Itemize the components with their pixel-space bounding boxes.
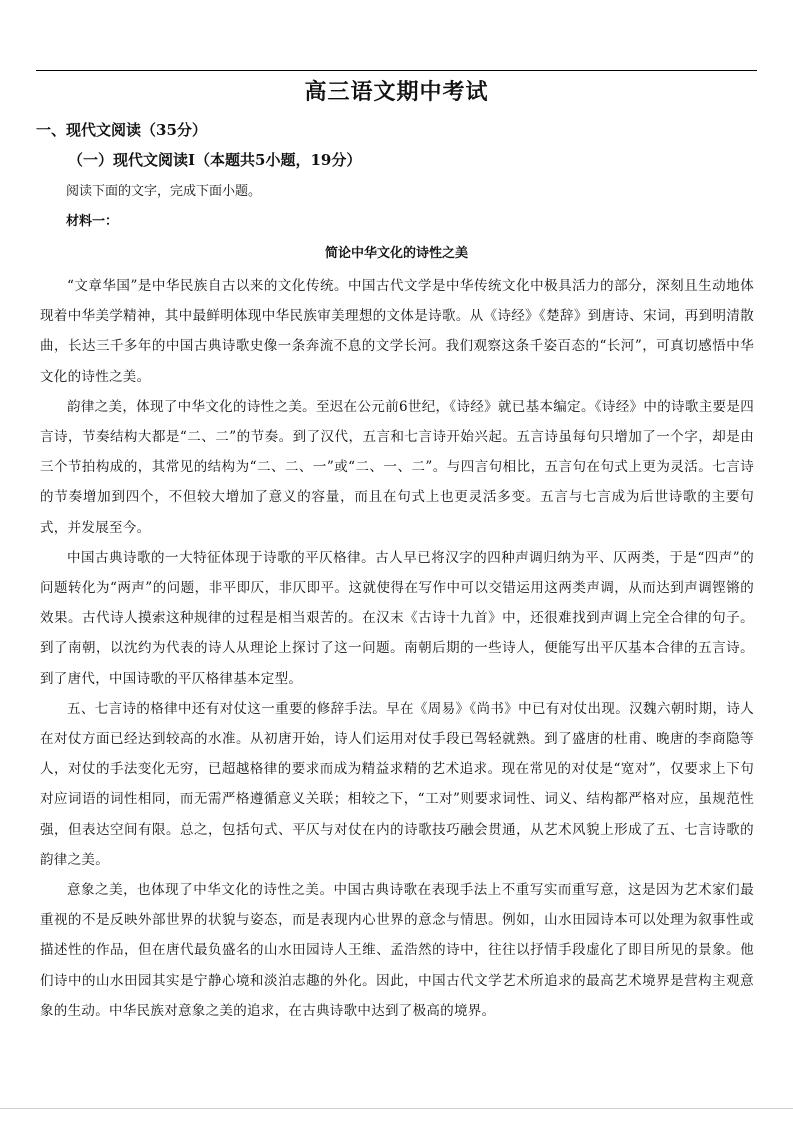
essay-title: 简论中华文化的诗性之美 (324, 246, 468, 261)
page-title: 高三语文期中考试 (304, 80, 489, 105)
paragraph-5: 意象之美，也体现了中华文化的诗性之美。中国古典诗歌在表现手法上不重写实而重写意，这是因为艺术家们最重视的不是反映外部世界的状貌与姿态，而是表现内心世界的意念与情思。例如，山水田园诗本可以处理为叙事性或描述性的作品，但在唐代最负盛名的山水田园诗人王维、孟浩然的诗中，往往以抒情手段虚化了即目所见的景象。他们诗中的山水田园其实是宁静心境和淡泊志趣的外化。因此，中国古代文学艺术所追求的最高艺术境界是营构主观意象的生动。中华民族对意象之美的追求，在古典诗歌中达到了极高的境界。 (40, 882, 754, 1019)
paragraph-1: “文章华国”是中华民族自古以来的文化传统。中国古代文学是中华传统文化中极具活力的部分，深刻且生动地体现着中华美学精神，其中最鲜明体现中华民族审美理想的文体是诗歌。从《诗经》《楚辞》到唐诗、宋词，再到明清散曲，长达三千多年的中国古典诗歌史像一条奔流不息的文学长河。我们观察这条千姿百态的“长河”，可真切感悟中华文化的诗性之美。 (40, 278, 754, 385)
material-label: 材料一： (66, 214, 119, 229)
bottom-rule (0, 1108, 793, 1109)
top-rule (36, 70, 757, 71)
subsection-heading: （一）现代文阅读Ⅰ（本题共5小题，19分） (68, 151, 362, 169)
paragraph-2: 韵律之美，体现了中华文化的诗性之美。至迟在公元前6世纪，《诗经》就已基本编定。《诗经》中的诗歌主要是四言诗，节奏结构大都是“二、二”的节奏。到了汉代，五言和七言诗开始兴起。五言诗虽每句只增加了一个字，却是由三个节拍构成的，其常见的结构为“二、二、一”或“二、一、二”。与四言句相比，五言句在句式上更为灵活。七言诗的节奏增加到四个，不但较大增加了意义的容量，而且在句式上也更灵活多变。五言与七言成为后世诗歌的主要句式，并发展至今。 (40, 398, 754, 536)
instruction-text: 阅读下面的文字，完成下面小题。 (66, 184, 262, 199)
paragraph-3: 中国古典诗歌的一大特征体现于诗歌的平仄格律。古人早已将汉字的四种声调归纳为平、仄两类，于是“四声”的问题转化为“两声”的问题，非平即仄，非仄即平。这就使得在写作中可以交错运用这两类声调，从而达到声调铿锵的效果。古代诗人摸索这种规律的过程是相当艰苦的。在汉末《古诗十九首》中，还很难找到声调上完全合律的句子。到了南朝，以沈约为代表的诗人从理论上探讨了这一问题。南朝后期的一些诗人，便能写出平仄基本合律的五言诗。到了唐代，中国诗歌的平仄格律基本定型。 (40, 549, 754, 687)
paragraph-4: 五、七言诗的格律中还有对仗这一重要的修辞手法。早在《周易》《尚书》中已有对仗出现。汉魏六朝时期，诗人在对仗方面已经达到较高的水准。从初唐开始，诗人们运用对仗手段已驾轻就熟。到了盛唐的杜甫、晚唐的李商隐等人，对仗的手法变化无穷，已超越格律的要求而成为精益求精的艺术追求。现在常见的对仗是“宽对”，仅要求上下句对应词语的词性相同，而无需严格遵循意义关联；相较之下，“工对”则要求词性、词义、结构都严格对应，虽规范性强，但表达空间有限。总之，包括句式、平仄与对仗在内的诗歌技巧融会贯通，从艺术风貌上形成了五、七言诗歌的韵律之美。 (40, 700, 754, 868)
section-heading: 一、现代文阅读（35分） (36, 121, 207, 139)
essay-body (40, 271, 754, 1026)
